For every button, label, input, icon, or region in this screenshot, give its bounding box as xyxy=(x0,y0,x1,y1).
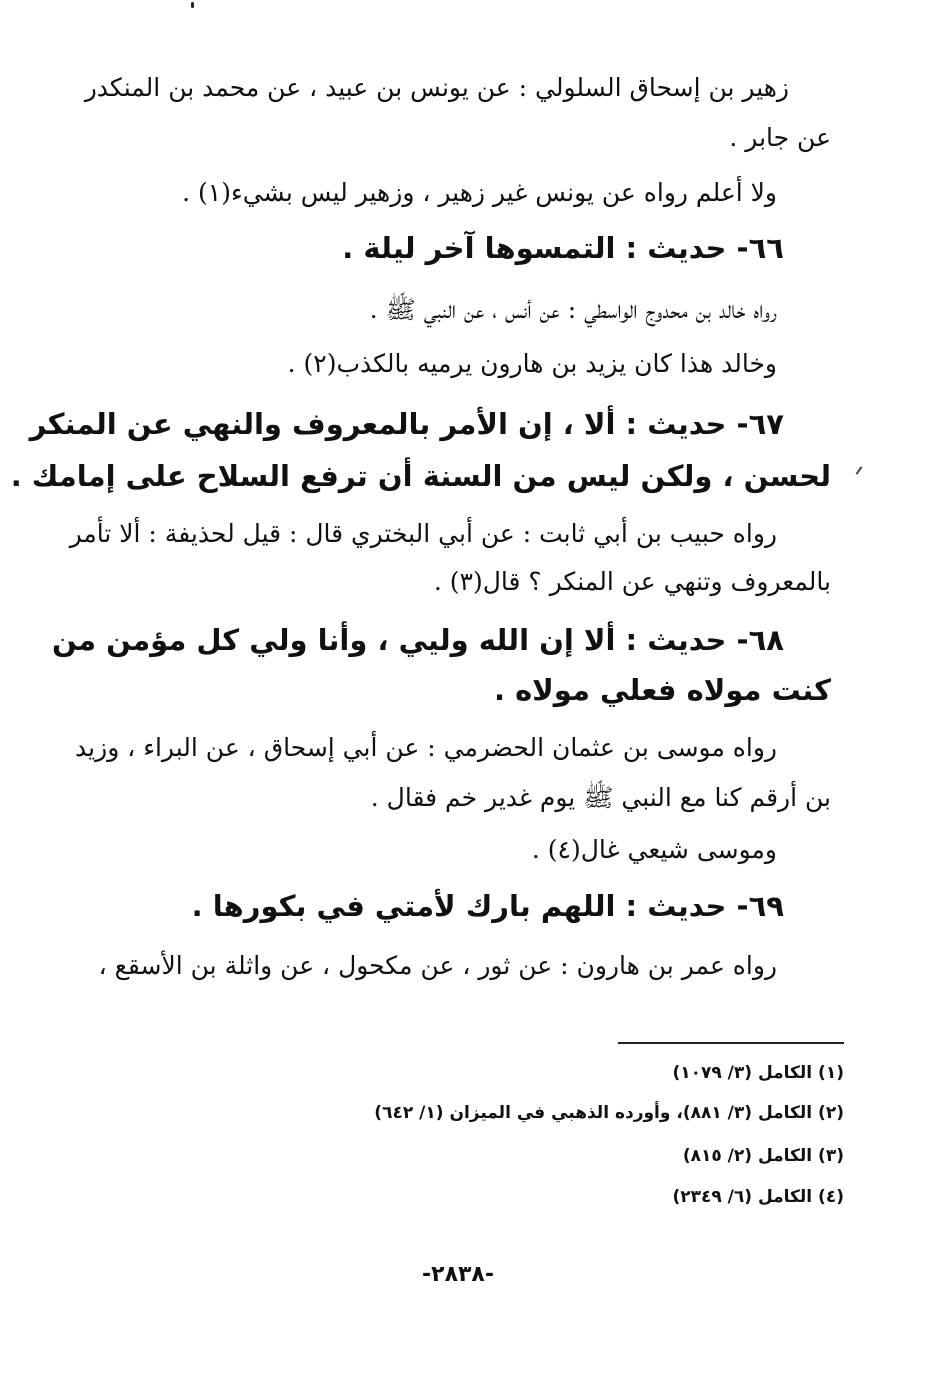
text-line-6: رواه حبيب بن أبي ثابت : عن أبي البختري قال : قيل لحذيفة : ألا تأمر xyxy=(69,519,777,548)
text-line-11: رواه عمر بن هارون : عن ثور ، عن مكحول ، عن واثلة بن الأسقع ، xyxy=(98,951,777,980)
text-line-2: عن جابر . xyxy=(729,123,831,152)
hadith-68-heading-line-2: كنت مولاه فعلي مولاه . xyxy=(493,673,831,707)
footnote-2: (٢) الكامل (٣/ ٨٨١)، وأورده الذهبي في الميزان (١/ ٦٤٢) xyxy=(374,1103,844,1123)
footnote-separator xyxy=(618,1042,844,1044)
hadith-68-heading-line-1: ٦٨- حديث : ألا إن الله وليي ، وأنا ولي كل مؤمن من xyxy=(51,623,784,657)
hadith-67-heading-line-1: ٦٧- حديث : ألا ، إن الأمر بالمعروف والنهي عن المنكر xyxy=(29,407,784,441)
text-line-9: بن أرقم كنا مع النبي ﷺ يوم غدير خم فقال . xyxy=(370,783,831,812)
hadith-66-heading: ٦٦- حديث : التمسوها آخر ليلة . xyxy=(342,231,784,265)
hadith-69-heading: ٦٩- حديث : اللهم بارك لأمتي في بكورها . xyxy=(191,889,784,923)
footnote-4: (٤) الكامل (٦/ ٢٣٤٩) xyxy=(672,1187,844,1207)
footnote-3: (٣) الكامل (٢/ ٨١٥) xyxy=(682,1146,844,1166)
text-line-1: زهير بن إسحاق السلولي : عن يونس بن عبيد ، عن محمد بن المنكدر xyxy=(84,73,789,102)
footnote-1: (١) الكامل (٣/ ١٠٧٩) xyxy=(672,1063,844,1083)
page-number: -٢٨٣٨- xyxy=(422,1262,494,1287)
text-line-4: رواه خالد بن محدوج الواسطي : عن أنس ، عن النبي ﷺ . xyxy=(369,295,777,324)
margin-mark xyxy=(856,466,863,475)
scan-speck xyxy=(191,2,194,8)
text-line-5: وخالد هذا كان يزيد بن هارون يرميه بالكذب(٢) . xyxy=(287,349,777,378)
text-line-8: رواه موسى بن عثمان الحضرمي : عن أبي إسحاق ، عن البراء ، وزيد xyxy=(75,733,777,762)
text-line-3: ولا أعلم رواه عن يونس غير زهير ، وزهير ليس بشيء(١) . xyxy=(182,178,777,207)
text-line-10: وموسى شيعي غال(٤) . xyxy=(531,835,777,864)
text-line-7: بالمعروف وتنهي عن المنكر ؟ قال(٣) . xyxy=(433,567,831,596)
hadith-67-heading-line-2: لحسن ، ولكن ليس من السنة أن ترفع السلاح على إمامك . xyxy=(10,459,831,493)
